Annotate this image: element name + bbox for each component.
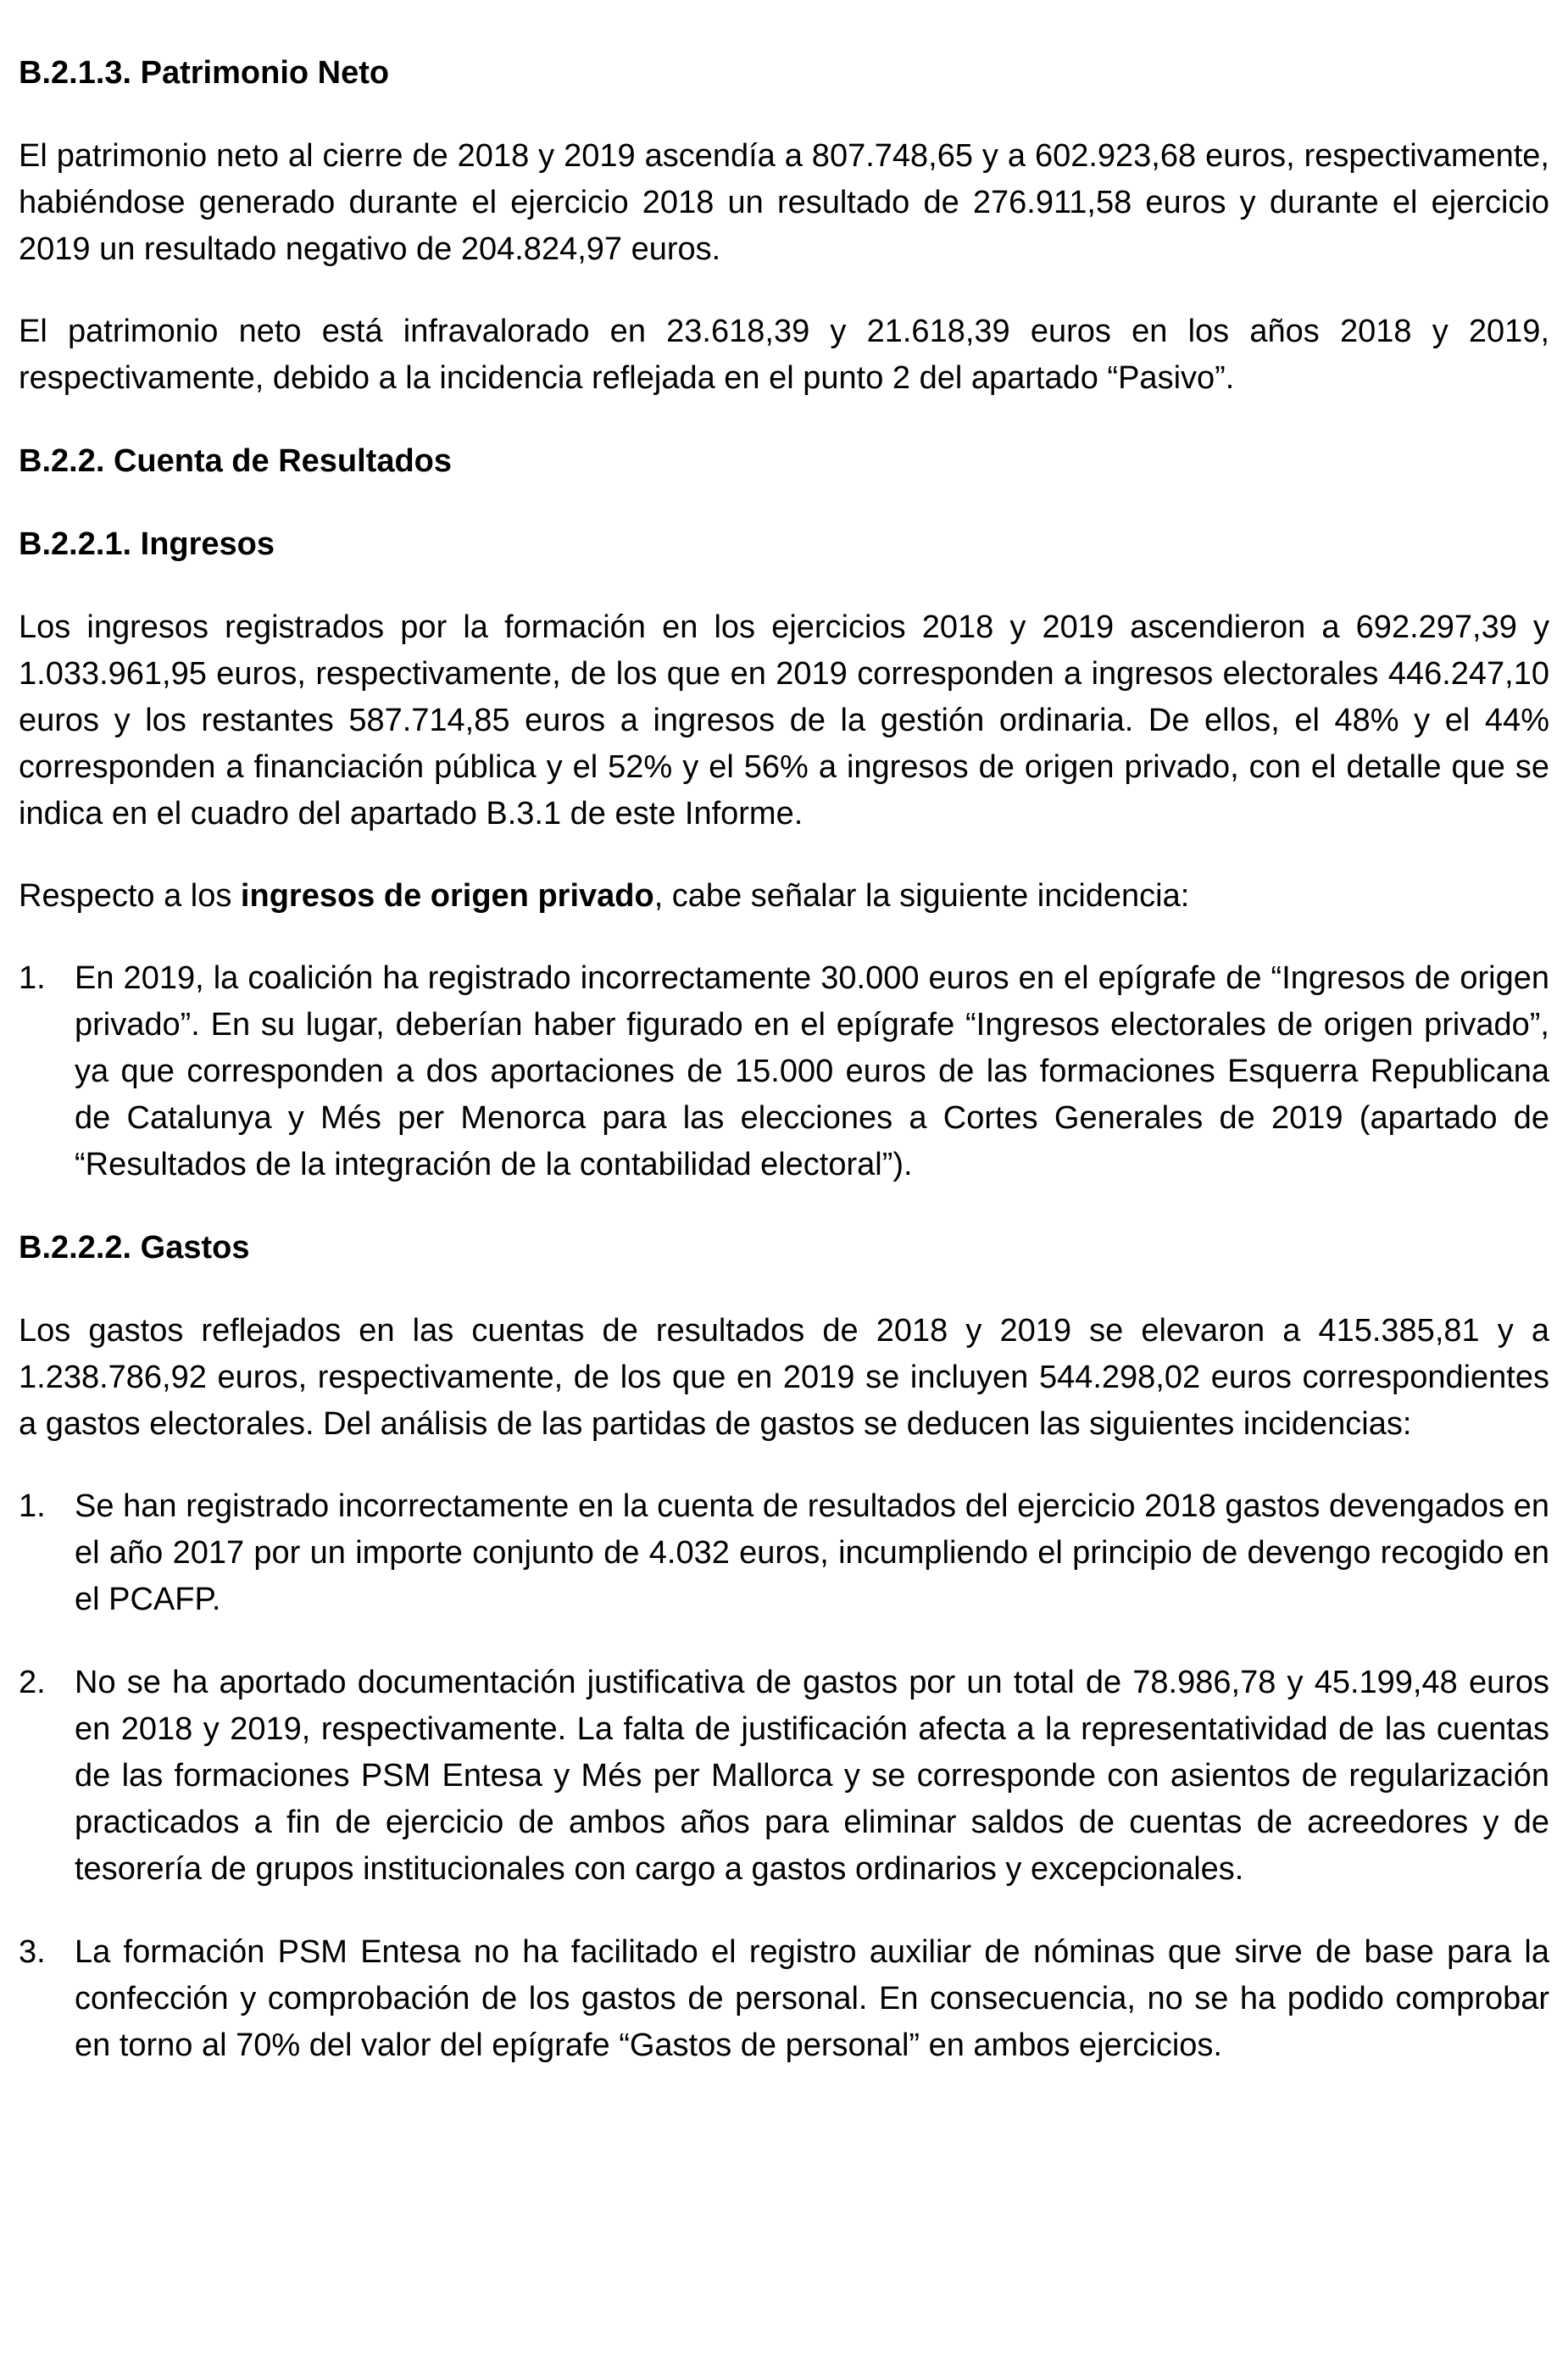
document-page <box>19 49 1549 2069</box>
list-item-text: La formación PSM Entesa no ha facilitado el registro auxiliar de nóminas que sirve de base para la confección y comprobación de los gastos de personal. En consecuencia, no se ha podido comprobar en torno al 70% del valor del epígrafe “Gastos de personal” en ambos ejercicios. <box>75 1934 1549 2063</box>
paragraph-ingresos-1: Los ingresos registrados por la formación en los ejercicios 2018 y 2019 ascendieron a 692.297,39 y 1.033.961,95 euros, respectivamente, de los que en 2019 corresponden a ingresos electorales 446.247,10 euros y los restantes 587.714,85 euros a ingresos de la gestión ordinaria. De ellos, el 48% y el 44% corresponden a financiación pública y el 52% y el 56% a ingresos de origen privado, con el detalle que se indica en el cuadro del apartado B.3.1 de este Informe. <box>19 609 1549 832</box>
bold-text-run: ingresos de origen privado <box>240 878 654 914</box>
list-item <box>19 1929 1549 2069</box>
list-item-text: Se han registrado incorrectamente en la cuenta de resultados del ejercicio 2018 gastos devengados en el año 2017 por un importe conjunto de 4.032 euros, incumpliendo el principio de devengo recogido en el PCAFP. <box>75 1488 1549 1617</box>
list-item-number: 1. <box>19 1488 46 1524</box>
list-item-text: En 2019, la coalición ha registrado incorrectamente 30.000 euros en el epígrafe de “Ingresos de origen privado”. En su lugar, deberían haber figurado en el epígrafe “Ingresos electorales de origen privado”, ya que corresponden a dos aportaciones de 15.000 euros de las formaciones Esquerra Republicana de Catalunya y Més per Menorca para las elecciones a Cortes Generales de 2019 (apartado de “Resultados de la integración de la contabilidad electoral”). <box>75 960 1549 1182</box>
list-item-text: No se ha aportado documentación justificativa de gastos por un total de 78.986,78 y 45.199,48 euros en 2018 y 2019, respectivamente. La falta de justificación afecta a la representatividad de las cuentas de las formaciones PSM Entesa y Més per Mallorca y se corresponde con asientos de regularización practicados a fin de ejercicio de ambos años para eliminar saldos de cuentas de acreedores y de tesorería de grupos institucionales con cargo a gastos ordinarios y excepcionales. <box>75 1665 1549 1887</box>
paragraph-patrimonio-1: El patrimonio neto al cierre de 2018 y 2019 ascendía a 807.748,65 y a 602.923,68 euros, respectivamente, habiéndose generado durante el ejercicio 2018 un resultado de 276.911,58 euros y durante el ejercicio 2019 un resultado negativo de 204.824,97 euros. <box>19 138 1549 267</box>
paragraph-patrimonio-2: El patrimonio neto está infravalorado en 23.618,39 y 21.618,39 euros en los años 2018 y 2019, respectivamente, debido a la incidencia reflejada en el punto 2 del apartado “Pasivo”. <box>19 314 1549 396</box>
list-item-number: 2. <box>19 1665 46 1700</box>
paragraph-ingresos-2 <box>19 873 1549 920</box>
list-item-number: 3. <box>19 1934 46 1970</box>
section-heading-ingresos: B.2.2.1. Ingresos <box>19 526 275 562</box>
list-item-number: 1. <box>19 960 46 996</box>
gastos-incidence-list <box>19 1483 1549 2069</box>
list-item <box>19 955 1549 1188</box>
section-heading-cuenta-resultados: B.2.2. Cuenta de Resultados <box>19 443 453 479</box>
list-item <box>19 1660 1549 1893</box>
list-item <box>19 1483 1549 1623</box>
text-run: Respecto a los <box>19 878 241 914</box>
text-run: , cabe señalar la siguiente incidencia: <box>653 878 1190 914</box>
paragraph-gastos-1: Los gastos reflejados en las cuentas de resultados de 2018 y 2019 se elevaron a 415.385,81 y a 1.238.786,92 euros, respectivamente, de los que en 2019 se incluyen 544.298,02 euros correspondientes a gastos electorales. Del análisis de las partidas de gastos se deducen las siguientes incidencias: <box>19 1313 1549 1442</box>
ingresos-incidence-list <box>19 955 1549 1188</box>
section-heading-gastos: B.2.2.2. Gastos <box>19 1230 250 1266</box>
section-heading-patrimonio-neto: B.2.1.3. Patrimonio Neto <box>19 55 390 91</box>
